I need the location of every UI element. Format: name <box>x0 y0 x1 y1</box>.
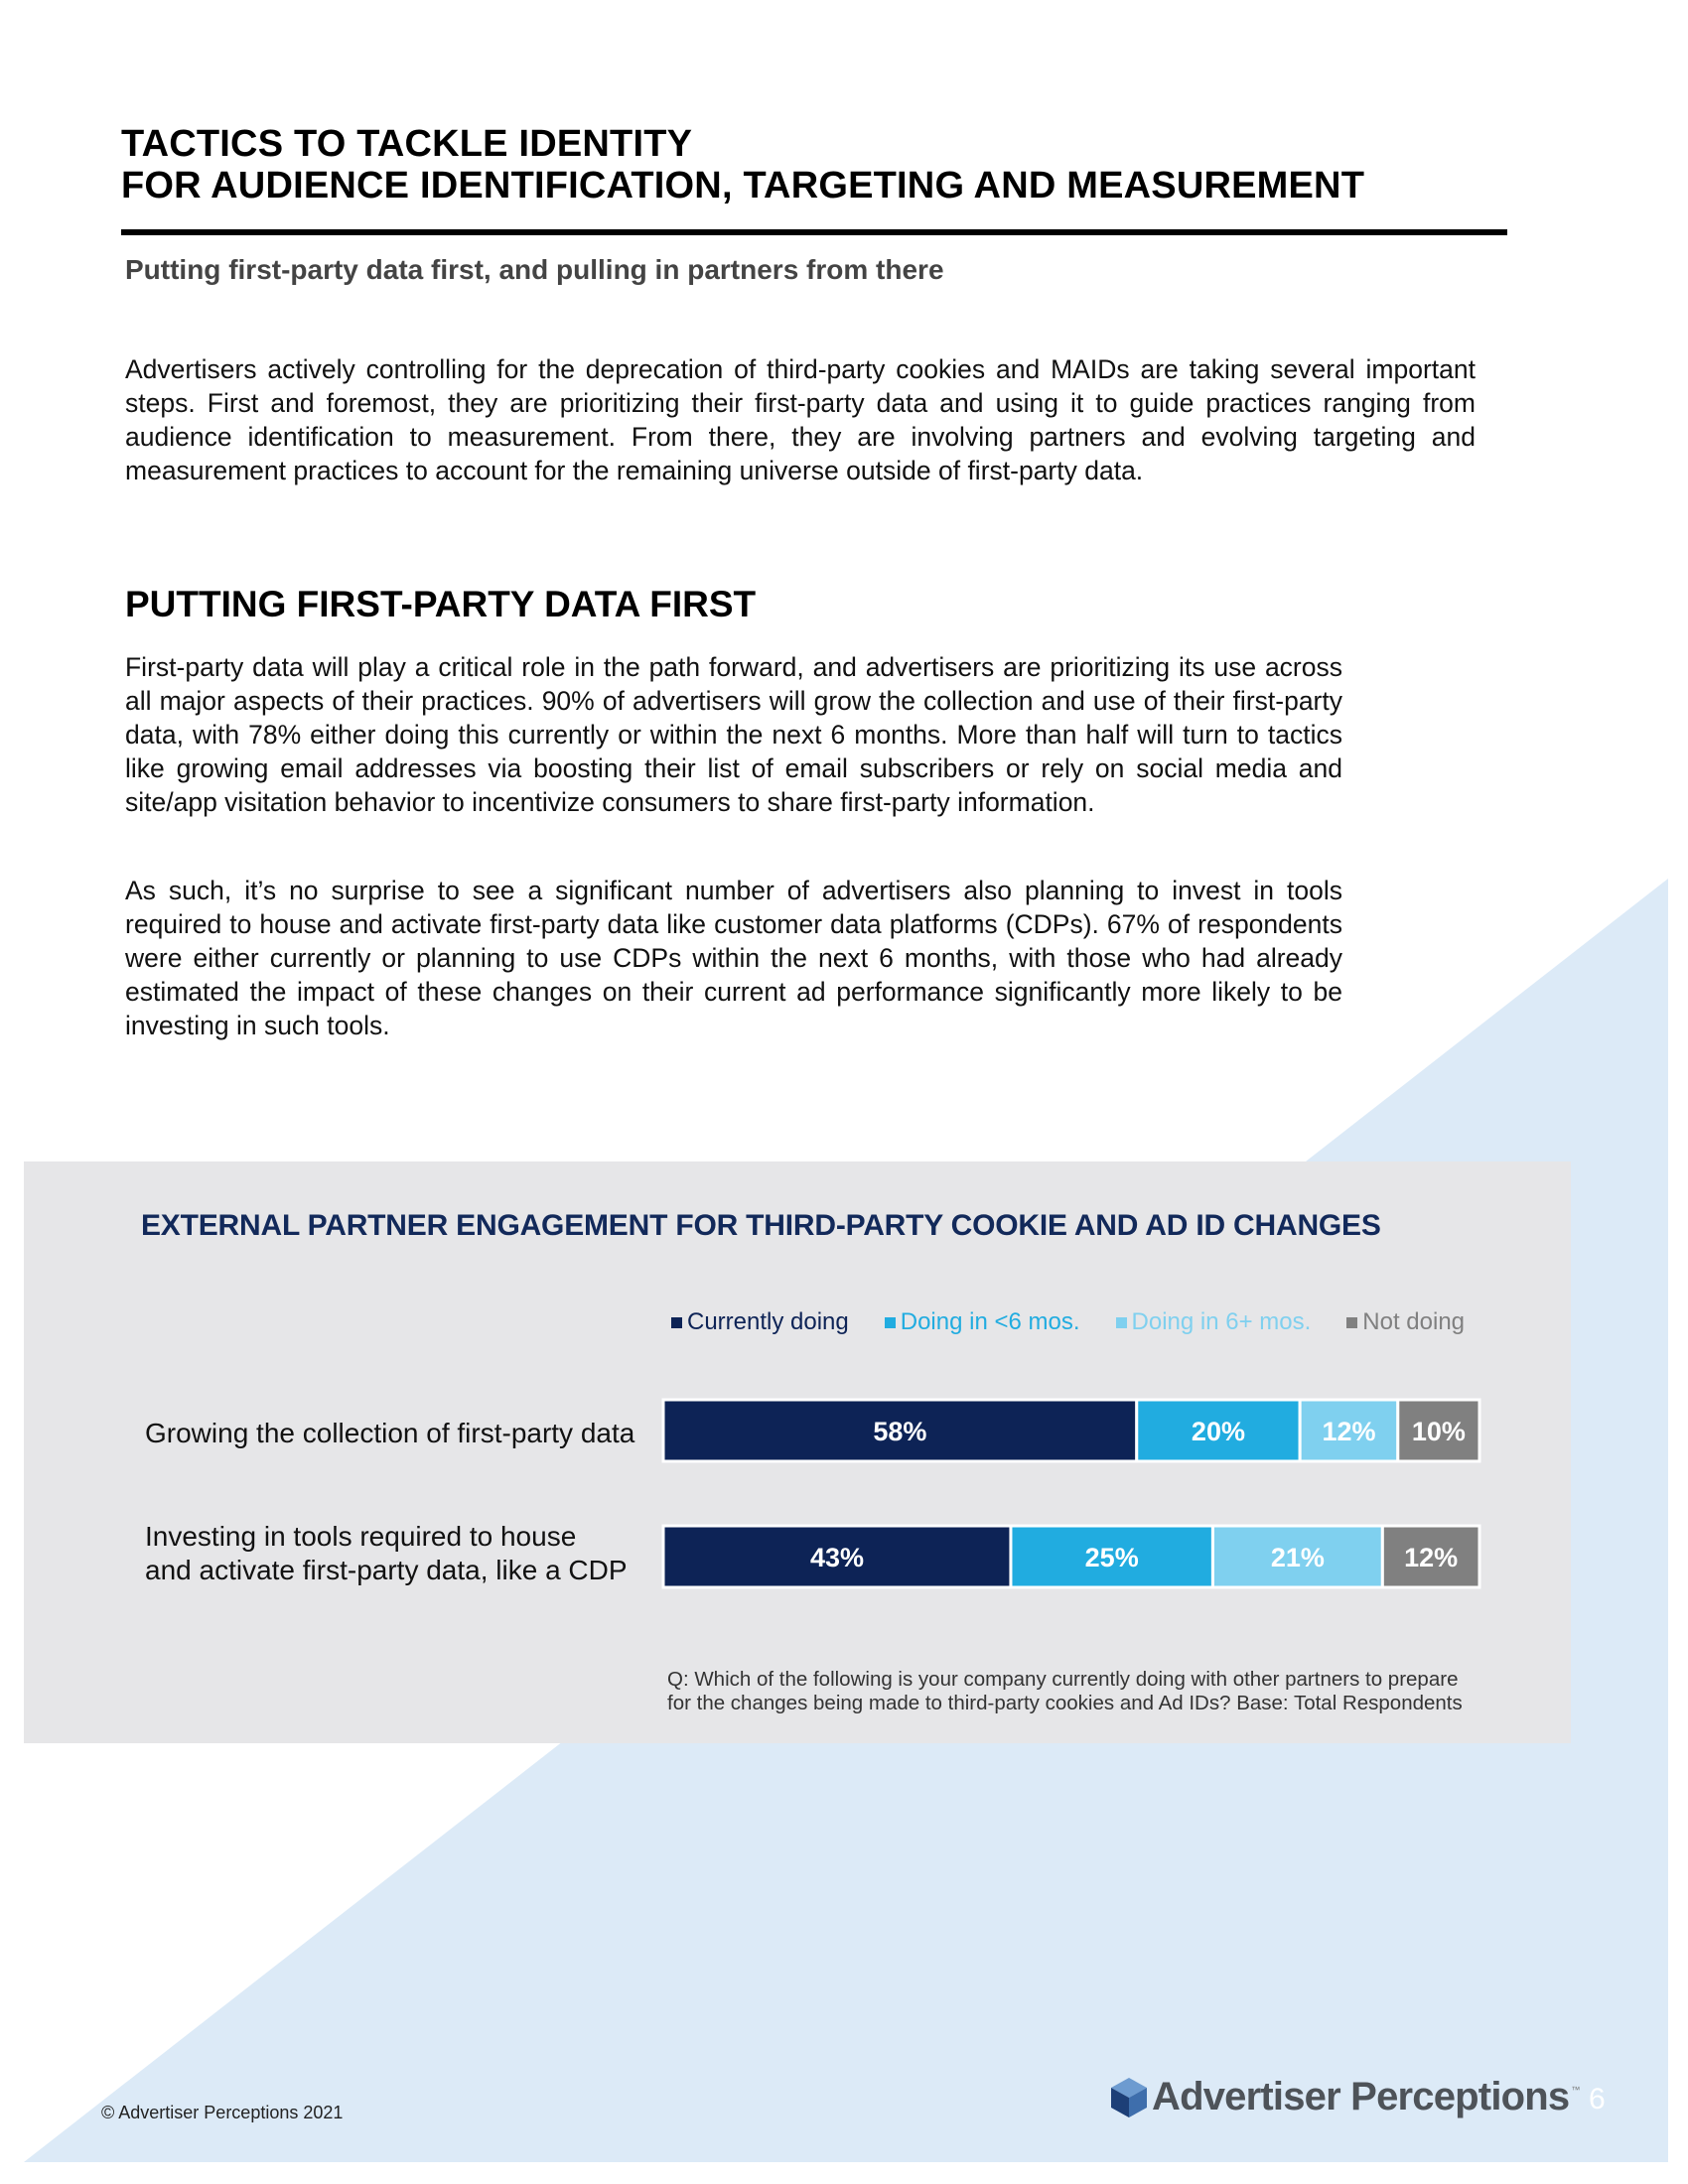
company-logo <box>1110 2075 1580 2119</box>
chart-footnote <box>667 1668 1541 1715</box>
bar-value-label-2-4: 12% <box>1404 1543 1459 1572</box>
bar-value-label-2-1: 43% <box>809 1543 865 1572</box>
logo-cube-icon <box>1110 2077 1148 2118</box>
section-paragraph-2: As such, it’s no surprise to see a significant number of advertisers also planning to invest in tools required to house and activate first-party data like customer data platforms (CDPs). 67% of respondents were either currently or planning to use CDPs within the next 6 months, with those who had already estimated the impact of these changes on their current ad performance significantly more likely to be investing in such tools. <box>125 876 1342 1040</box>
intro-paragraph: Advertisers actively controlling for the deprecation of third-party cookies and MAIDs are taking several important steps. First and foremost, they are prioritizing their first-party data and using it to guide practices ranging from audience identification to measurement. From there, they are involving partners and evolving targeting and measurement practices to account for the remaining universe outside of first-party data. <box>125 354 1476 485</box>
page-number: 6 <box>1589 2083 1606 2116</box>
page-title-line-2: FOR AUDIENCE IDENTIFICATION, TARGETING AND MEASUREMENT <box>121 165 1365 206</box>
page-title-line-1: TACTICS TO TACKLE IDENTITY <box>121 123 693 165</box>
legend-label: Not doing <box>1362 1308 1466 1335</box>
bar-value-label-2-2: 25% <box>1084 1543 1139 1572</box>
legend-label: Doing in <6 mos. <box>900 1308 1080 1335</box>
bar-value-label-2-3: 21% <box>1270 1543 1325 1572</box>
category-label-1: Growing the collection of first-party data <box>145 1418 635 1448</box>
section-heading: PUTTING FIRST-PARTY DATA FIRST <box>125 584 757 624</box>
bar-value-label-1-4: 10% <box>1411 1417 1466 1446</box>
legend-label: Doing in 6+ mos. <box>1131 1308 1312 1335</box>
chart-footnote-line-2: for the changes being made to third-party cookies and Ad IDs? Base: Total Respondents <box>667 1692 1463 1714</box>
page-subtitle: Putting first-party data first, and pulling in partners from there <box>125 254 944 285</box>
logo-text: Advertiser Perceptions <box>1152 2075 1570 2118</box>
legend-label: Currently doing <box>687 1308 849 1335</box>
chart-footnote-line-1: Q: Which of the following is your company currently doing with other partners to prepare <box>667 1668 1459 1691</box>
category-label-2-line-1: Investing in tools required to house <box>145 1521 577 1552</box>
section-paragraph-1: First-party data will play a critical role in the path forward, and advertisers are prioritizing its use across all major aspects of their practices. 90% of advertisers will grow the collection and use of their first-party data, with 78% either doing this currently or within the next 6 months. More than half will turn to tactics like growing email addresses via boosting their list of email subscribers or rely on social media and site/app visitation behavior to incentivize consumers to share first-party information. <box>125 652 1342 817</box>
copyright-notice: © Advertiser Perceptions 2021 <box>101 2103 344 2122</box>
bar-value-label-1-3: 12% <box>1322 1417 1376 1446</box>
bar-value-label-1-1: 58% <box>873 1417 927 1446</box>
chart-title: EXTERNAL PARTNER ENGAGEMENT FOR THIRD-PARTY COOKIE AND AD ID CHANGES <box>141 1209 1381 1242</box>
category-label-2-line-2: and activate first-party data, like a CDP <box>145 1555 628 1585</box>
logo-trademark: ™ <box>1571 2085 1581 2095</box>
bar-value-label-1-2: 20% <box>1191 1417 1245 1446</box>
